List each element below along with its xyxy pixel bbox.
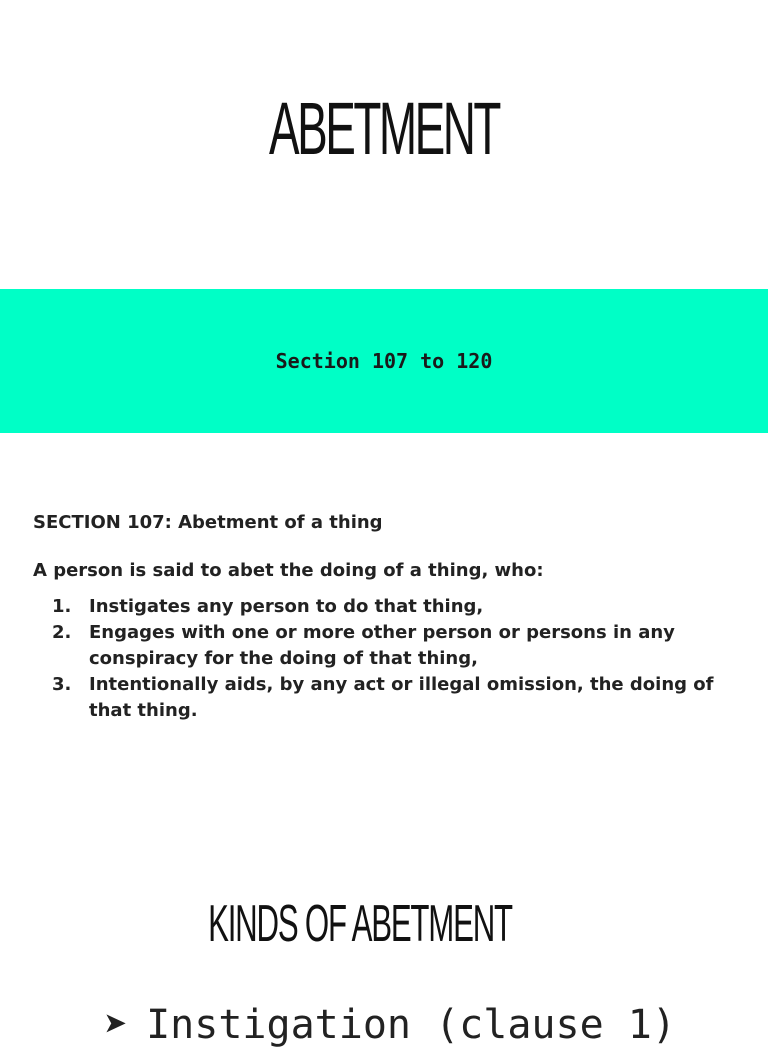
list-item-number: 3. [52, 674, 72, 695]
list-item-number: 2. [52, 622, 72, 643]
kinds-bullet-item [104, 1002, 676, 1048]
section-intro: A person is said to abet the doing of a thing, who: [33, 560, 544, 581]
abetment-conditions-list [33, 594, 733, 724]
list-item-text: Intentionally aids, by any act or illegal omission, the doing of that thing. [89, 674, 714, 721]
list-item [33, 594, 733, 620]
list-item [33, 672, 733, 724]
list-item-number: 1. [52, 596, 72, 617]
kinds-bullet-text: Instigation (clause 1) [146, 1002, 676, 1048]
list-item-text: Instigates any person to do that thing, [89, 596, 484, 617]
section-range-banner [0, 289, 768, 433]
section-107-block [33, 510, 733, 724]
banner-text: Section 107 to 120 [275, 349, 493, 373]
page-title: ABETMENT [269, 87, 499, 170]
list-item [33, 620, 733, 672]
list-item-text: Engages with one or more other person or persons in any conspiracy for the doing of that thing, [89, 622, 675, 669]
section-heading: SECTION 107: Abetment of a thing [33, 512, 383, 533]
arrow-bullet-icon: ➤ [104, 1002, 129, 1048]
kinds-title: KINDS OF ABETMENT [208, 895, 512, 953]
